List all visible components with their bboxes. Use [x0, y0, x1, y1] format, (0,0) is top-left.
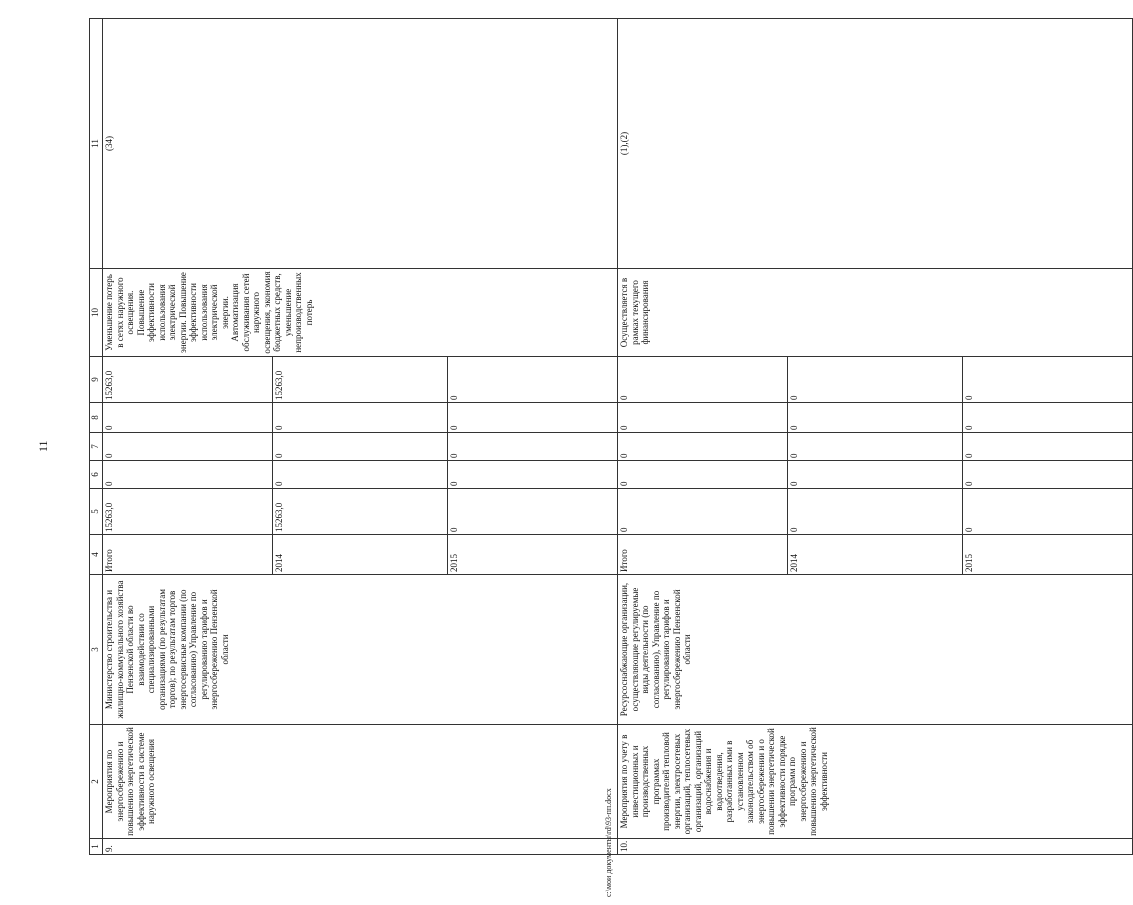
- value-col5-cell: [618, 489, 1133, 535]
- result-cell: Осуществляется в рамках текущего финансирования: [618, 269, 1133, 357]
- page-number: 11: [36, 440, 50, 452]
- row-number: 10.: [618, 839, 1133, 855]
- executor-cell: Ресурсоснабжающие организации, осуществляющие регулируемые виды деятельности (по согласованию), Управление по регулированию тарифов и энергосбережению Пензенской области: [618, 575, 1133, 725]
- period-total: Итого: [103, 535, 273, 574]
- indicator-cell: (1),(2): [618, 19, 1133, 269]
- executor-cell: Министерство строительства и жилищно-коммунального хозяйства Пензенской области во взаимодействии со специализированными организациями (по результатам торгов); по результатам торгов энергосервисные компании (по согласованию) Управление по регулированию тарифов и энергосбережению Пензенской области: [103, 575, 618, 725]
- measure-cell: Мероприятия по энергосбережению и повышению энергетической эффективности в системе наружного освещения: [103, 725, 618, 839]
- value-total: 0: [103, 433, 273, 460]
- value-col7-cell: [103, 433, 618, 461]
- value-total: 0: [103, 403, 273, 432]
- period-2014: 2014: [788, 535, 962, 574]
- period-2015: 2015: [963, 554, 974, 572]
- value-2014: 0: [273, 403, 447, 432]
- value-2015: 0: [448, 453, 459, 458]
- value-col9-cell: [103, 357, 618, 403]
- value-2015: 0: [963, 453, 974, 458]
- value-2014: 15263,0: [273, 489, 447, 534]
- value-col8-cell: [103, 403, 618, 433]
- col-header-8: 8: [90, 403, 103, 433]
- value-total: 0: [618, 357, 788, 402]
- value-2014: 0: [788, 357, 962, 402]
- value-col6-cell: [103, 461, 618, 489]
- value-2015: 0: [963, 425, 974, 430]
- col-header-1: 1: [90, 839, 103, 855]
- result-cell: Уменьшение потерь в сетях наружного освещения. Повышение эффективности использования электрической энергии. Повышение эффективности использования электрической энергии. Автоматизация обслуживания сетей наружного освещения, экономия бюджетных средств, уменьшение непроизводственных потерь: [103, 269, 618, 357]
- value-col8-cell: [618, 403, 1133, 433]
- period-2015: 2015: [448, 554, 459, 572]
- col-header-5: 5: [90, 489, 103, 535]
- value-2014: 0: [273, 461, 447, 488]
- value-col9-cell: [618, 357, 1133, 403]
- col-header-7: 7: [90, 433, 103, 461]
- col-header-2: 2: [90, 725, 103, 839]
- column-numbers-row: [90, 19, 103, 855]
- indicator-cell: (34): [103, 19, 618, 269]
- value-total: 0: [618, 433, 788, 460]
- value-total: 15263,0: [103, 489, 273, 534]
- value-2014: 0: [788, 461, 962, 488]
- value-2015: 0: [448, 425, 459, 430]
- value-2014: 15263,0: [273, 357, 447, 402]
- col-header-9: 9: [90, 357, 103, 403]
- measure-cell: Мероприятия по учету в инвестиционных и производственных программах производителей тепловой энергии, электросетевых организаций, теплосетевых организаций, организаций водоснабжения и водоотведения, разработанных ими в установленном законодательством об энергосбережении и о повышении энергетической эффективности порядке программ по энергосбережению и повышению энергетической эффективности: [618, 725, 1133, 839]
- value-col7-cell: [618, 433, 1133, 461]
- period-cell: [618, 535, 1133, 575]
- value-total: 0: [103, 461, 273, 488]
- value-2015: 0: [963, 481, 974, 486]
- value-2014: 0: [788, 403, 962, 432]
- table-row: [618, 19, 1133, 855]
- value-2014: 0: [273, 433, 447, 460]
- col-header-10: 10: [90, 269, 103, 357]
- file-path-footer: c:\мои документы\rd\93-пп.docx: [604, 788, 613, 897]
- value-2015: 0: [448, 527, 459, 532]
- col-header-3: 3: [90, 575, 103, 725]
- value-2015: 0: [963, 527, 974, 532]
- value-col5-cell: [103, 489, 618, 535]
- value-2015: 0: [448, 481, 459, 486]
- value-2015: 0: [963, 395, 974, 400]
- period-cell: [103, 535, 618, 575]
- table-row: [103, 19, 618, 855]
- value-2015: 0: [448, 395, 459, 400]
- value-total: 15263,0: [103, 357, 273, 402]
- col-header-6: 6: [90, 461, 103, 489]
- value-2014: 0: [788, 433, 962, 460]
- col-header-4: 4: [90, 535, 103, 575]
- period-2014: 2014: [273, 535, 447, 574]
- value-total: 0: [618, 461, 788, 488]
- value-total: 0: [618, 403, 788, 432]
- value-total: 0: [618, 489, 788, 534]
- row-number: 9.: [103, 839, 618, 855]
- period-total: Итого: [618, 535, 788, 574]
- col-header-11: 11: [90, 19, 103, 269]
- value-2014: 0: [788, 489, 962, 534]
- measures-table: [89, 18, 1133, 855]
- value-col6-cell: [618, 461, 1133, 489]
